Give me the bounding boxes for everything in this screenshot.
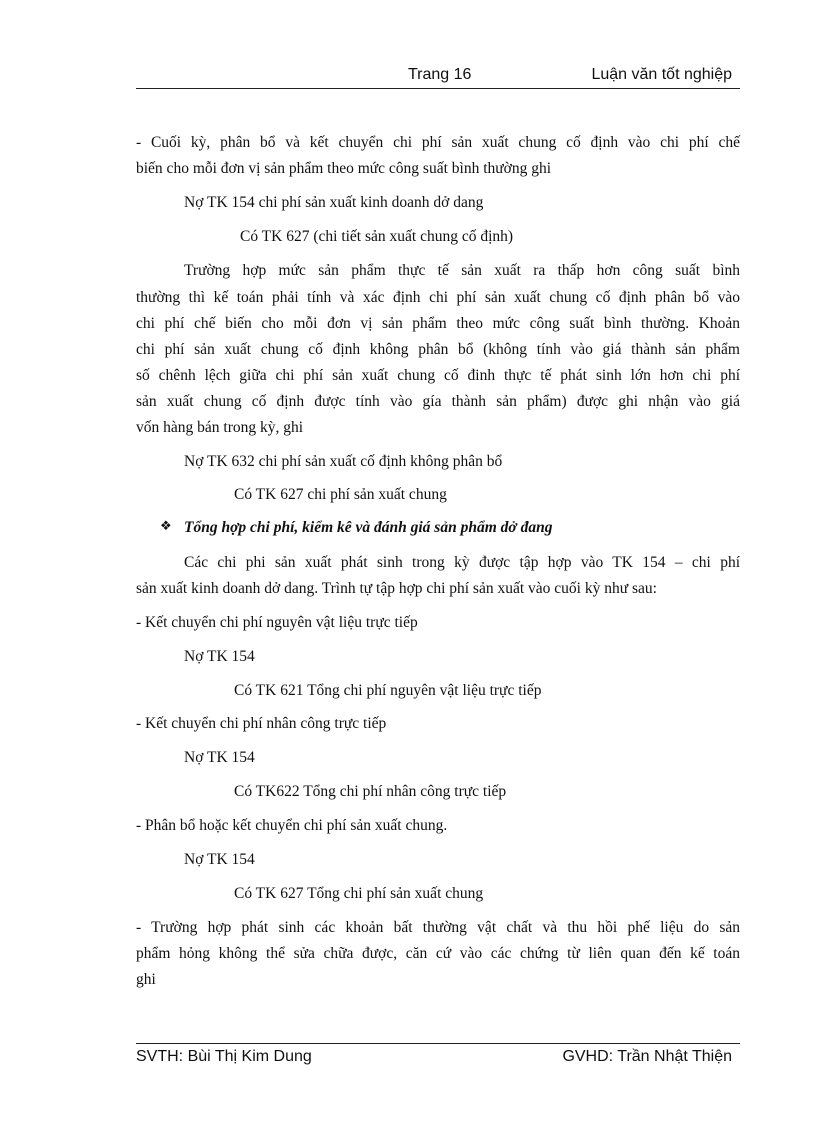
journal-entry-credit: Có TK 627 Tổng chi phí sản xuất chung [234,885,484,902]
paragraph-line: thường thì kế toán phải tính và xác định chi phí sản xuất chung cố định phân bổ vào [136,289,740,306]
paragraph-line: Trường hợp mức sản phẩm thực tế sản xuất ra thấp hơn công suất bình [184,262,740,279]
journal-entry-credit: Có TK 627 (chi tiết sản xuất chung cố định) [240,228,514,245]
paragraph-line: phẩm hỏng không thể sửa chữa được, căn cứ vào các chứng từ liên quan đến kế toán [136,945,740,962]
step-line: - Kết chuyển chi phí nhân công trực tiếp [136,715,387,732]
journal-entry-debit: Nợ TK 154 [184,648,255,665]
paragraph-line: - Trường hợp phát sinh các khoản bất thường vật chất và thu hồi phế liệu do sản [136,919,740,936]
page-footer [136,1043,740,1070]
diamond-bullet-icon: ❖ [160,518,172,533]
header-page-number: Trang 16 [408,66,472,83]
paragraph-line: biến cho mỗi đơn vị sản phẩm theo mức công suất bình thường ghi [136,160,552,177]
header-document-title: Luận văn tốt nghiệp [591,66,732,83]
paragraph-line: - Cuối kỳ, phân bổ và kết chuyển chi phí sản xuất chung cố định vào chi phí chế [136,134,740,151]
journal-entry-debit: Nợ TK 154 [184,749,255,766]
step-line: - Phân bổ hoặc kết chuyển chi phí sản xuất chung. [136,817,448,834]
paragraph-line: ghi [136,971,156,988]
journal-entry-debit: Nợ TK 154 [184,851,255,868]
paragraph-line: số chênh lệch giữa chi phí sản xuất chung cố đinh thực tế phát sinh lớn hơn chi phí [136,367,740,384]
paragraph-line: Các chi phi sản xuất phát sinh trong kỳ được tập hợp vào TK 154 – chi phí [184,554,740,571]
page-header [136,64,740,89]
journal-entry-debit: Nợ TK 632 chi phí sản xuất cố định không phân bổ [184,453,503,470]
section-heading: Tổng hợp chi phí, kiểm kê và đánh giá sản phẩm dở đang [184,519,553,536]
step-line: - Kết chuyển chi phí nguyên vật liệu trực tiếp [136,614,418,631]
paragraph-line: chi phí chế biến cho mỗi đơn vị sản phẩm theo mức công suất bình thường. Khoản [136,315,740,332]
journal-entry-credit: Có TK622 Tổng chi phí nhân công trực tiếp [234,783,507,800]
journal-entry-debit: Nợ TK 154 chi phí sản xuất kinh doanh dở dang [184,194,484,211]
paragraph-line: vốn hàng bán trong kỳ, ghi [136,419,304,436]
paragraph-line: sản xuất chung cố định được tính vào gía thành sản phẩm) được ghi nhận vào giá [136,393,740,410]
footer-advisor-name: GVHD: Trần Nhật Thiện [562,1048,732,1065]
footer-student-name: SVTH: Bùi Thị Kim Dung [136,1048,312,1065]
paragraph-line: sản xuất kinh doanh dở dang. Trình tự tập hợp chi phí sản xuất vào cuối kỳ như sau: [136,580,657,597]
journal-entry-credit: Có TK 627 chi phí sản xuất chung [234,486,447,503]
journal-entry-credit: Có TK 621 Tổng chi phí nguyên vật liệu trực tiếp [234,682,542,699]
paragraph-line: chi phí sản xuất chung cố định không phân bổ (không tính vào giá thành sản phẩm [136,341,740,358]
